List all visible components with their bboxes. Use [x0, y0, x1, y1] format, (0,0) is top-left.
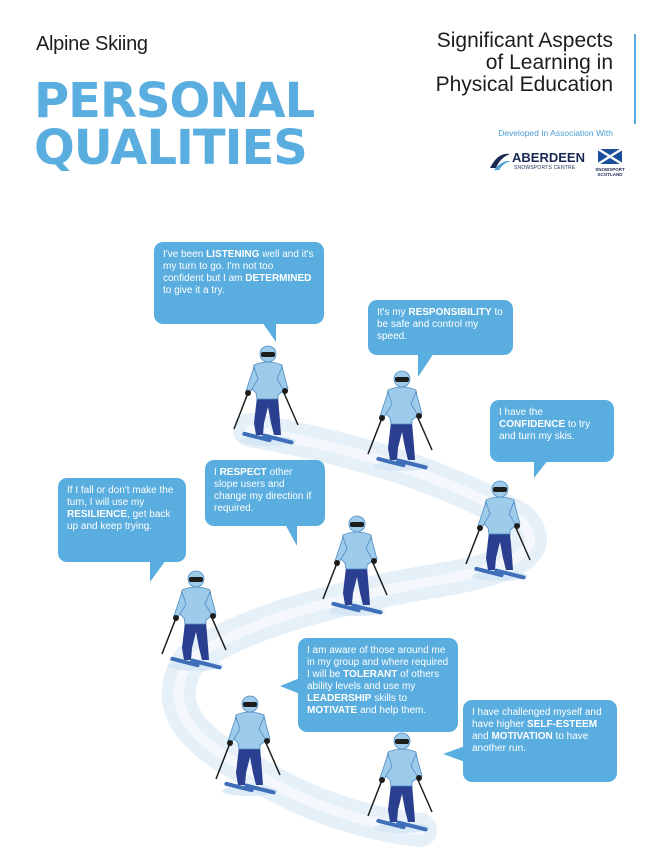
- bubble-text-run: I am aware of those around me in my group and where required I will be: [307, 645, 449, 680]
- bubble-keyword: TOLERANT: [343, 669, 398, 680]
- bubble-tail: [285, 524, 297, 546]
- title-line-2: QUALITIES: [34, 120, 307, 176]
- sapl-line-2: of Learning in: [485, 51, 613, 74]
- bubble-keyword: LEADERSHIP: [307, 693, 372, 704]
- association-label: Developed In Association With: [498, 128, 613, 138]
- bubble-text: [214, 467, 316, 515]
- bubble-text-run: If I fall or don't make the turn, I will use my: [67, 485, 174, 508]
- bubble-text-run: to be safe and control my speed.: [377, 307, 503, 342]
- bubble-text-run: and: [472, 731, 492, 742]
- bubble-text: [67, 485, 177, 533]
- bubble-responsibility: [368, 300, 513, 355]
- bubble-text-run: to have another run.: [472, 731, 589, 754]
- bubble-text-run: and help them.: [357, 705, 427, 716]
- bubble-tail: [418, 353, 434, 377]
- bubble-tail: [150, 560, 166, 582]
- bubble-keyword: SELF-ESTEEM: [527, 719, 598, 730]
- bubble-tail: [534, 460, 548, 478]
- bubble-keyword: MOTIVATION: [491, 731, 553, 742]
- subject-label: Alpine Skiing: [36, 33, 148, 55]
- bubble-respect: [205, 460, 325, 526]
- bubble-text-run: It's my: [377, 307, 409, 318]
- bubble-keyword: RESILIENCE: [67, 509, 128, 520]
- bubble-text: [377, 307, 504, 343]
- bubble-keyword: LISTENING: [206, 249, 260, 260]
- bubble-text-run: I have the: [499, 407, 543, 418]
- bubble-text-run: well and it's my turn to go. I'm not too confident but I am: [163, 249, 314, 284]
- bubble-listening: [154, 242, 324, 324]
- bubble-keyword: RESPECT: [219, 467, 267, 478]
- bubble-text: [307, 645, 449, 717]
- bubble-text-run: to try and turn my skis.: [499, 419, 591, 442]
- bubble-resilience: [58, 478, 186, 562]
- bubble-keyword: CONFIDENCE: [499, 419, 566, 430]
- aberdeen-logo-sub: SNOWSPORTS CENTRE: [514, 165, 576, 171]
- bubble-tail: [280, 678, 300, 694]
- snowsport-line: SNOWSPORT: [595, 167, 625, 172]
- bubble-text-run: to give it a try.: [163, 285, 225, 296]
- sapl-line-3: Physical Education: [435, 73, 613, 96]
- bubble-text-run: I have challenged myself and have higher: [472, 707, 602, 730]
- bubble-keyword: DETERMINED: [245, 273, 312, 284]
- bubble-text-run: skills to: [371, 693, 408, 704]
- bubble-text: [163, 249, 315, 297]
- scotland-line: SCOTLAND: [597, 172, 623, 177]
- bubble-text-run: of others ability levels and use my: [307, 669, 440, 692]
- title-line-1: PERSONAL: [34, 73, 315, 129]
- bubble-confidence: [490, 400, 614, 462]
- bubble-text: [499, 407, 605, 443]
- bubble-keyword: MOTIVATE: [307, 705, 358, 716]
- bubble-text-run: I've been: [163, 249, 207, 260]
- bubble-text-run: I: [214, 467, 220, 478]
- bubble-tail: [443, 746, 465, 762]
- bubble-text-run: , get back up and keep trying.: [67, 509, 171, 532]
- sapl-line-1: Significant Aspects: [436, 29, 613, 52]
- bubble-text: [472, 707, 608, 755]
- bubble-tail: [262, 322, 276, 342]
- bubble-text-run: other slope users and change my direction if required.: [214, 467, 312, 514]
- bubble-self-esteem: [463, 700, 617, 782]
- bubble-keyword: RESPONSIBILITY: [408, 307, 492, 318]
- aberdeen-logo-name: ABERDEEN: [512, 150, 585, 165]
- bubble-tolerant: [298, 638, 458, 732]
